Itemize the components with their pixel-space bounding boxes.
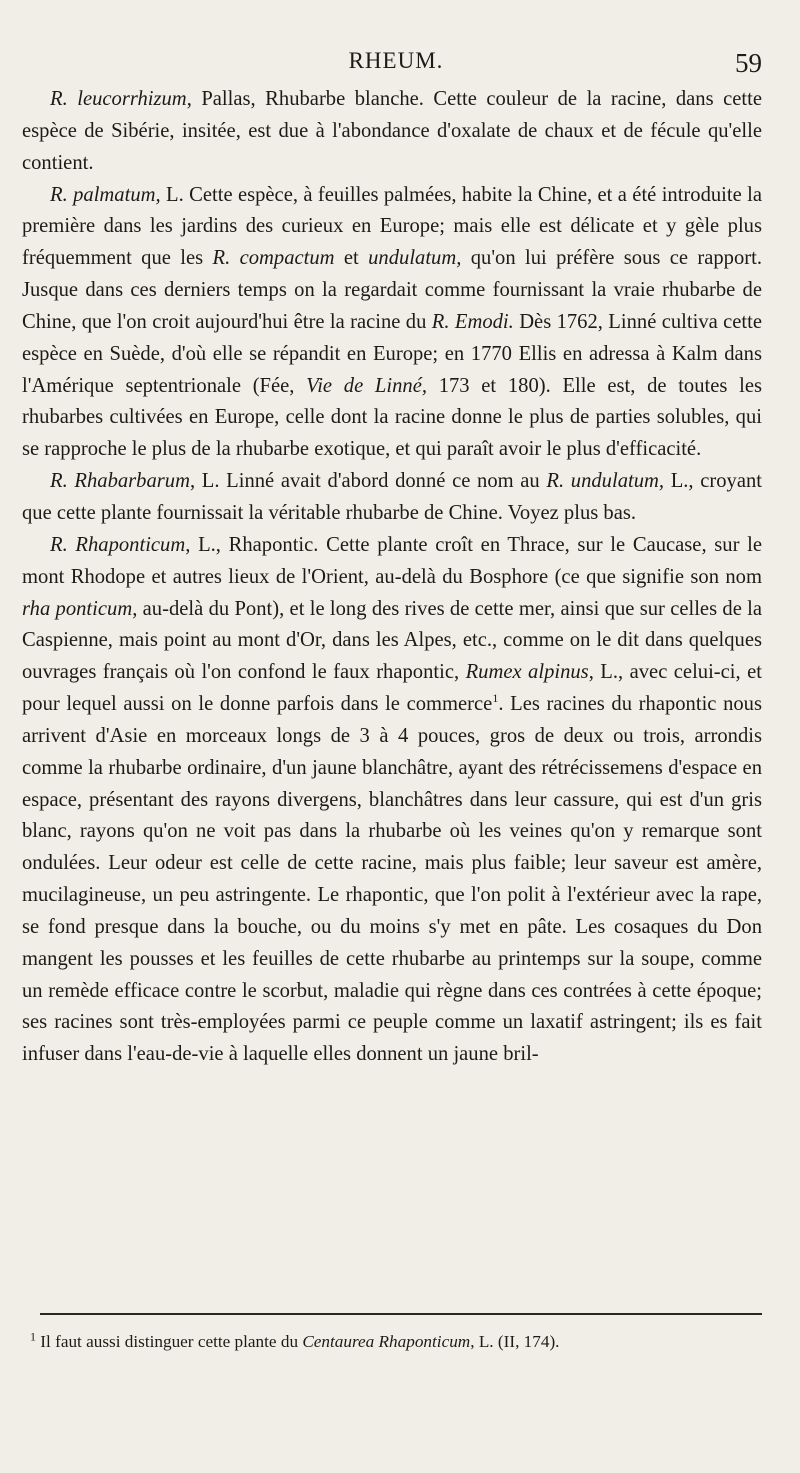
footnote-text-before: Il faut aussi distinguer cette plante du	[40, 1332, 303, 1351]
footnote-rule	[40, 1313, 762, 1315]
italic-term: R. Rhaponticum	[50, 533, 186, 556]
running-head: RHEUM.	[348, 48, 444, 73]
footnote	[30, 1330, 770, 1354]
text-run: et	[334, 247, 369, 270]
text-run: L. Cette espèce, à feuilles palmées, habite la Chine, et a été introduite la première dans les jardins des curieux en Europe; mais elle est délicate et y gèle plus fréquemment que les	[22, 183, 763, 270]
paragraph	[22, 530, 762, 1071]
footnote-italic: Centaurea Rhaponticum	[302, 1332, 471, 1351]
text-run: , L. Linné avait d'abord donné ce nom au	[189, 470, 547, 493]
page-number: 59	[735, 48, 762, 78]
italic-term: rha ponticum	[22, 597, 133, 620]
italic-term: undulatum,	[368, 247, 462, 270]
text-run: Dès 1762, Linné cultiva cette espèce en Suède, d'où elle se répandit en Europe; en 1770 Ellis en adressa à Kalm dans l'Amérique septentrionale (Fée,	[22, 310, 762, 397]
body-text	[22, 84, 762, 1071]
text-run: , L., avec celui-ci, et pour lequel aussi on le donne parfois dans le commerce	[22, 661, 762, 716]
text-run: L., croyant que cette plante fournissait la véritable rhubarbe de Chine. Voyez plus bas.	[22, 470, 762, 524]
italic-term: R. undulatum,	[546, 470, 665, 493]
italic-term: Vie de Linné,	[306, 374, 427, 397]
italic-term: Rumex alpinus	[465, 661, 589, 684]
text-run: 173 et 180). Elle est, de toutes les rhubarbes cultivées en Europe, celle dont la racine donne le plus de parties solubles, qui se rapproche le plus de la rhubarbe exotique, et qui paraît avoir le plus d'efficacité.	[22, 374, 762, 461]
text-run: , au-delà du Pont), et le long des rives de cette mer, ainsi que sur celles de la Caspienne, mais point au mont d'Or, dans les Alpes, etc., comme on le dit dans quelques ouvrages français où l'on confond le faux rhapontic,	[22, 597, 763, 684]
italic-term: R. palmatum,	[50, 183, 161, 206]
paragraph	[22, 180, 762, 467]
italic-term: R. leucorrhizum	[50, 88, 187, 110]
italic-term: R. compactum	[212, 247, 335, 270]
page-header	[22, 46, 770, 86]
text-run: , L., Rhapontic. Cette plante croît en Thrace, sur le Caucase, sur le mont Rhodope et autres lieux de l'Orient, au-delà du Bosphore (ce que signifie son nom	[22, 533, 762, 588]
footnote-marker: 1	[30, 1329, 36, 1344]
paragraph	[22, 84, 762, 180]
italic-term: R. Rhabarbarum	[50, 470, 190, 493]
footnote-text-after: , L. (II, 174).	[470, 1332, 560, 1351]
text-run: qu'on lui préfère sous ce rapport. Jusque dans ces derniers temps on la regardait comme fournissant la vraie rhubarbe de Chine, que l'on croit aujourd'hui être la racine du	[22, 247, 763, 333]
paragraph	[22, 466, 762, 530]
text-run: , Pallas, Rhubarbe blanche. Cette couleur de la racine, dans cette espèce de Sibérie, insitée, est due à l'abondance d'oxalate de chaux et de fécule qu'elle contient.	[22, 88, 762, 174]
text-run: . Les racines du rhapontic nous arrivent d'Asie en morceaux longs de 3 à 4 pouces, gros de deux ou trois, arrondis comme la rhubarbe ordinaire, d'un jaune blanchâtre, ayant des rétrécissemens d'espace en espace, présentant des rayons divergens, blanchâtres dans leur cassure, qui est d'un gris blanc, rayons qu'on ne voit pas dans la rhubarbe où les veines qu'on y remarque sont ondulées. Leur odeur est celle de cette racine, mais plus faible; leur saveur est amère, mucilagineuse, un peu astringente. Le rhapontic, que l'on polit à l'extérieur avec la rape, se fond presque dans la bouche, ou du moins s'y met en pâte. Les cosaques du Don mangent les pousses et les feuilles de cette rhubarbe au printemps sur la soupe, comme un remède efficace contre le scorbut, maladie qui règne dans ces contrées à cette époque; ses racines sont très-employées parmi ce peuple comme un laxatif astringent; ils es fait infuser dans l'eau-de-vie à laquelle elles donnent un jaune bril-	[22, 693, 762, 1066]
footnote-reference: 1	[492, 691, 499, 706]
italic-term: R. Emodi.	[431, 310, 514, 333]
